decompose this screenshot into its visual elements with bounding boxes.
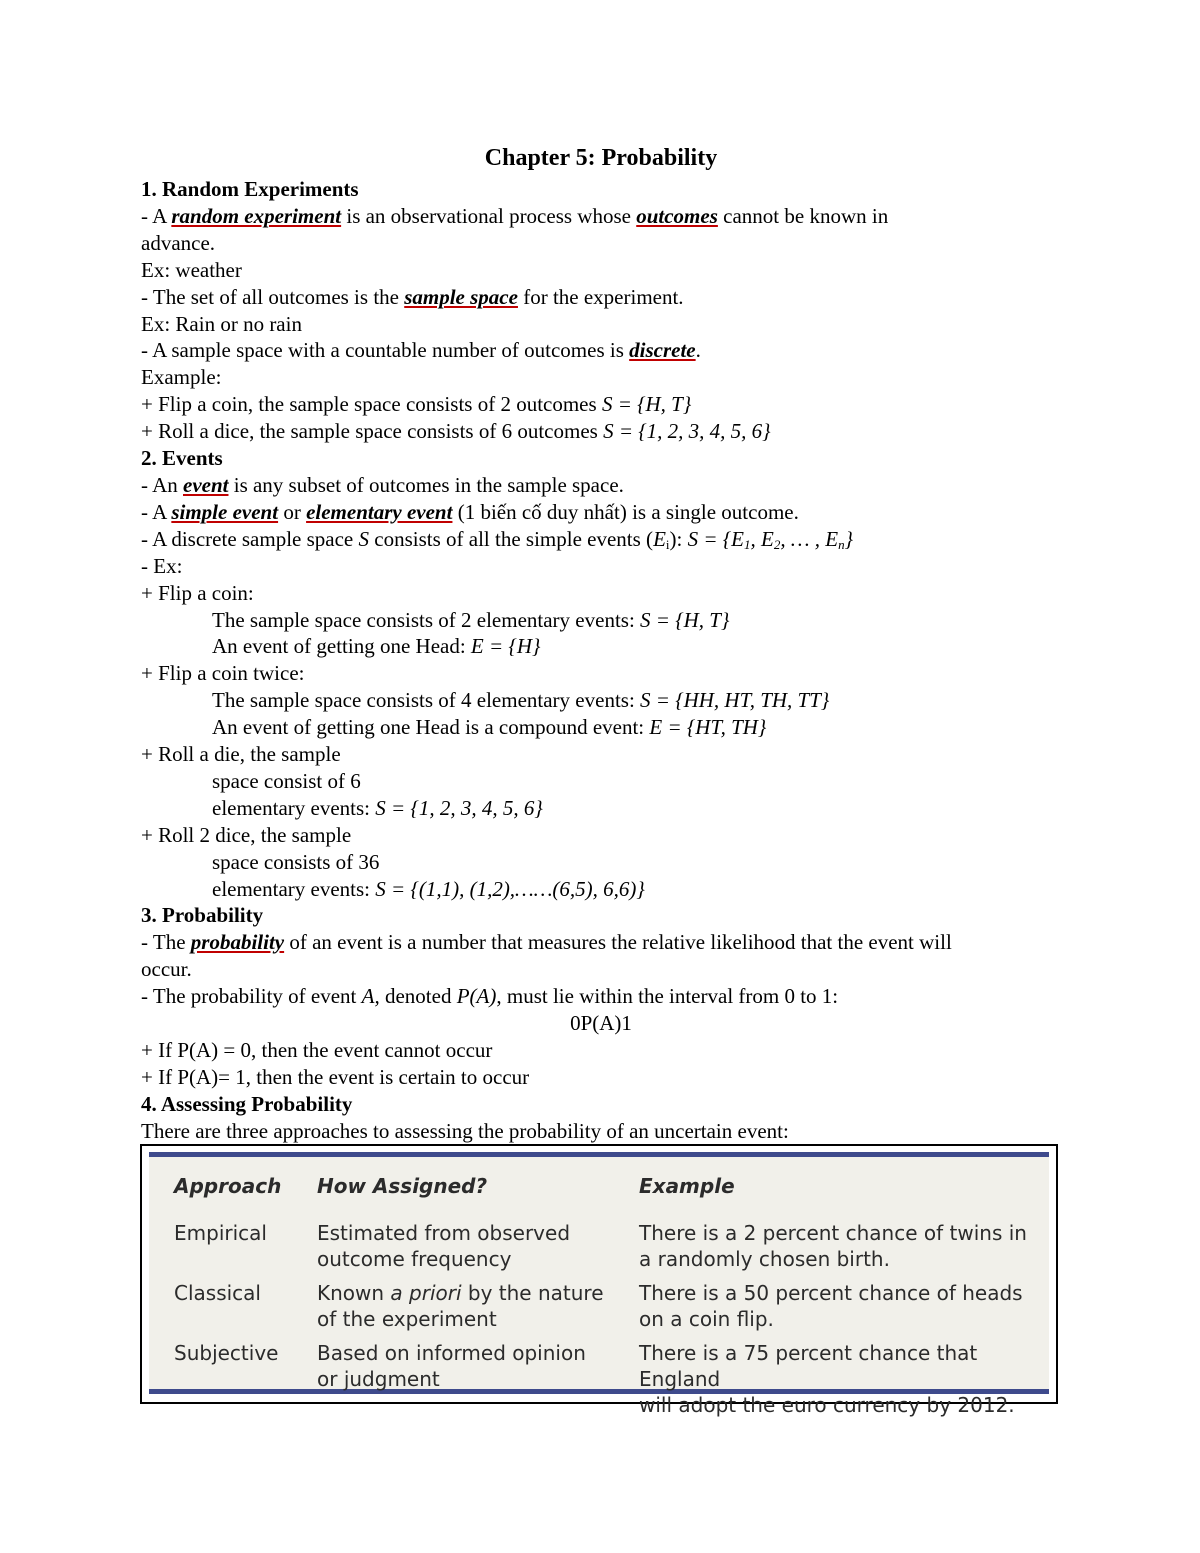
- paragraph-line: - A random experiment is an observational process whose outcomes cannot be known in: [141, 203, 889, 228]
- paragraph-line: - The set of all outcomes is the sample space for the experiment.: [141, 284, 684, 309]
- section-heading-assessing-probability: 4. Assessing Probability: [141, 1091, 353, 1116]
- paragraph-line: + Flip a coin, the sample space consists of 2 outcomes S = {H, T}: [141, 392, 692, 417]
- math-expression: E = {HT, TH}: [649, 715, 767, 740]
- section-heading-probability: 3. Probability: [141, 903, 264, 928]
- paragraph-line: + Flip a coin twice:: [141, 661, 305, 686]
- paragraph-line: - A simple event or elementary event (1 biến cố duy nhất) is a single outcome.: [141, 499, 799, 524]
- paragraph-line: + If P(A) = 0, then the event cannot occur: [141, 1038, 493, 1062]
- paragraph-line: + Roll a dice, the sample space consists of 6 outcomes S = {1, 2, 3, 4, 5, 6}: [141, 419, 771, 444]
- document-page: [141, 140, 1061, 1145]
- paragraph-line: The sample space consists of 2 elementary events: S = {H, T}: [212, 607, 730, 632]
- paragraph-line: + Roll 2 dice, the sample: [141, 822, 352, 847]
- table-cell-how-assigned: Based on informed opinion or judgment: [317, 1341, 586, 1391]
- paragraph-line: The sample space consists of 4 elementary events: S = {HH, HT, TH, TT}: [212, 688, 830, 713]
- paragraph-line: space consists of 36: [212, 849, 380, 874]
- paragraph-line: + Roll a die, the sample: [141, 742, 341, 767]
- table-header-example: Example: [639, 1174, 735, 1198]
- math-expression: $S = \{E_1$, $E_2$, … , $E_n$}: [687, 526, 853, 552]
- table-cell-example: There is a 2 percent chance of twins in a randomly chosen birth.: [639, 1221, 1027, 1271]
- paragraph-line: elementary events: S = {(1,1), (1,2),……(6,5), 6,6)}: [212, 876, 645, 901]
- term-outcomes: outcomes: [636, 203, 718, 228]
- approaches-table: [140, 1144, 1058, 1417]
- page-title: Chapter 5: Probability: [484, 145, 718, 171]
- paragraph-line: advance.: [141, 230, 216, 255]
- term-probability: probability: [190, 930, 285, 955]
- paragraph-line: - A discrete sample space S consists of all the simple events $(E_i)$: $S = \{E_1$, $E_2$, … , $E_n$}: [141, 526, 853, 552]
- paragraph-line: space consist of 6: [212, 768, 361, 793]
- section-heading-events: 2. Events: [141, 446, 223, 471]
- paragraph-line: - The probability of event A, denoted P(A), must lie within the interval from 0 to 1:: [141, 984, 839, 1009]
- paragraph-line: An event of getting one Head is a compound event: E = {HT, TH}: [212, 715, 767, 740]
- table-cell-approach: Subjective: [174, 1341, 279, 1365]
- section-heading-random-experiments: 1. Random Experiments: [141, 177, 359, 201]
- math-expression: S = {1, 2, 3, 4, 5, 6}: [375, 795, 543, 820]
- table-cell-how-assigned: Known a priori by the nature of the experiment: [317, 1281, 604, 1331]
- math-expression: E = {H}: [470, 634, 541, 659]
- math-expression: S = {1, 2, 3, 4, 5, 6}: [603, 419, 771, 444]
- table-cell-how-assigned: Estimated from observed outcome frequency: [317, 1221, 571, 1271]
- paragraph-line: occur.: [141, 957, 192, 982]
- paragraph-line: Ex: Rain or no rain: [141, 311, 302, 336]
- paragraph-line: - Ex:: [141, 553, 183, 578]
- math-expression: S = {H, T}: [640, 607, 730, 632]
- term-elementary-event: elementary event: [306, 499, 453, 524]
- math-expression: S = {(1,1), (1,2),……(6,5), 6,6)}: [375, 876, 645, 901]
- term-sample-space: sample space: [404, 284, 518, 309]
- math-expression: S = {HH, HT, TH, TT}: [640, 688, 830, 713]
- table-cell-example: There is a 50 percent chance of heads on a coin flip.: [639, 1281, 1023, 1331]
- term-random-experiment: random experiment: [171, 203, 342, 228]
- term-event: event: [183, 472, 229, 497]
- paragraph-line: - An event is any subset of outcomes in the sample space.: [141, 472, 624, 497]
- paragraph-line: elementary events: S = {1, 2, 3, 4, 5, 6}: [212, 795, 543, 820]
- paragraph-line: - The probability of an event is a number that measures the relative likelihood that the event will: [141, 930, 952, 955]
- table-header-how-assigned: How Assigned?: [317, 1174, 488, 1198]
- term-discrete: discrete: [629, 338, 696, 363]
- paragraph-line: + If P(A)= 1, then the event is certain to occur: [141, 1064, 530, 1089]
- table-cell-approach: Classical: [174, 1281, 261, 1305]
- paragraph-line: Ex: weather: [141, 257, 242, 282]
- paragraph-line: There are three approaches to assessing the probability of an uncertain event:: [141, 1118, 789, 1143]
- table-header-approach: Approach: [174, 1174, 282, 1198]
- paragraph-line: + Flip a coin:: [141, 580, 254, 605]
- math-expression: S = {H, T}: [601, 392, 692, 417]
- paragraph-line: Example:: [141, 365, 222, 390]
- table-cell-approach: Empirical: [174, 1221, 267, 1245]
- formula-line: 0P(A)1: [570, 1011, 632, 1036]
- paragraph-line: - A sample space with a countable number of outcomes is discrete.: [141, 338, 701, 363]
- table-cell-example: There is a 75 percent chance that England will adopt the euro currency by 2012.: [639, 1341, 1015, 1417]
- paragraph-line: An event of getting one Head: E = {H}: [212, 634, 541, 659]
- term-simple-event: simple event: [171, 499, 279, 524]
- approaches-table-body: [149, 1152, 1049, 1417]
